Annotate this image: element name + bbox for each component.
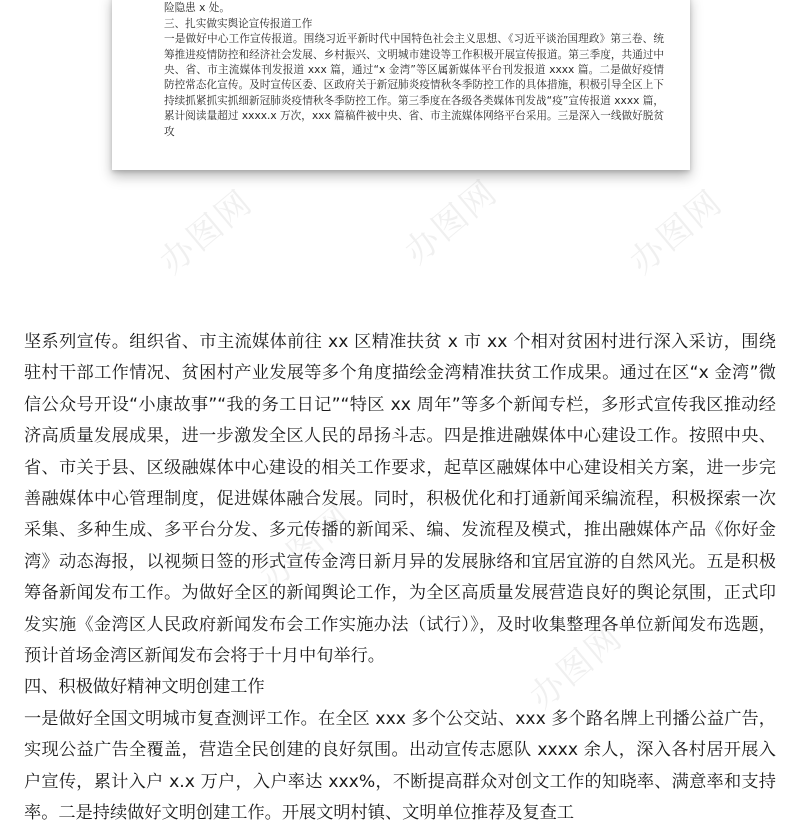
document-preview-card bbox=[112, 0, 690, 170]
watermark-4: 办图网 bbox=[252, 497, 361, 598]
preview-area bbox=[0, 0, 800, 300]
preview-paragraph: 一是做好中心工作宣传报道。围绕习近平新时代中国特色社会主义思想、《习近平谈治国理政》第三卷、统筹推进疫情防控和经济社会发展、乡村振兴、文明城市建设等工作积极开展宣传报道。第三季度，共通过中央、省、市主流媒体刊发报道 xxx 篇，通过“x 金湾”等区属新媒体平台刊发报道 xxxx 篇。二是做好疫情防控常态化宣传。及时宣传区委、区政府关于新冠肺炎疫情秋冬季防控工作的具体措施，积极引导全区上下持续抓紧抓实抓细新冠肺炎疫情秋冬季防控工作。第三季度在各级各类媒体刊发战“疫”宣传报道 xxxx 篇，累计阅读量超过 xxxx.x 万次，xxx 篇稿件被中央、省、市主流媒体网络平台采用。三是深入一线做好脱贫攻 bbox=[164, 33, 664, 138]
body-paragraph-2: 一是做好全国文明城市复查测评工作。在全区 xxx 多个公交站、xxx 多个路名牌上刊播公益广告，实现公益广告全覆盖，营造全民创建的良好氛围。出动宣传志愿队 xxxx 余人，深入各村居开展入户宣传，累计入户 x.x 万户，入户率达 xxx%，不断提高群众对创文工作的知晓率、满意率和支持率。二是持续做好文明创建工作。开展文明村镇、文明单位推荐及复查工 bbox=[24, 708, 776, 824]
watermark-5: 办图网 bbox=[522, 617, 631, 718]
document-body bbox=[24, 327, 776, 830]
preview-cut-line: 险隐患 x 处。 bbox=[164, 2, 230, 15]
preview-heading: 三、扎实做实舆论宣传报道工作 bbox=[164, 17, 313, 30]
preview-text bbox=[164, 0, 664, 140]
body-paragraph-1: 坚系列宣传。组织省、市主流媒体前往 xx 区精准扶贫 x 市 xx 个相对贫困村进行深入采访，围绕驻村干部工作情况、贫困村产业发展等多个角度描绘金湾精准扶贫工作成果。通过在区“x 金湾”微信公众号开设“小康故事”“我的务工日记”“特区 xx 周年”等多个新闻专栏，多形式宣传我区推动经济高质量发展成果，进一步激发全区人民的昂扬斗志。四是推进融媒体中心建设工作。按照中央、省、市关于县、区级融媒体中心建设的相关工作要求，起草区融媒体中心建设相关方案，进一步完善融媒体中心管理制度，促进媒体融合发展。同时，积极优化和打通新闻采编流程，积极探索一次采集、多种生成、多平台分发、多元传播的新闻采、编、发流程及模式，推出融媒体产品《你好金湾》动态海报，以视频日签的形式宣传金湾日新月异的发展脉络和宜居宜游的自然风光。五是积极筹备新闻发布工作。为做好全区的新闻舆论工作，为全区高质量发展营造良好的舆论氛围，正式印发实施《金湾区人民政府新闻发布会工作实施办法（试行）》，及时收集整理各单位新闻发布选题，预计首场金湾区新闻发布会将于十月中旬举行。 bbox=[24, 332, 776, 667]
section-heading: 四、积极做好精神文明创建工作 bbox=[24, 677, 265, 698]
